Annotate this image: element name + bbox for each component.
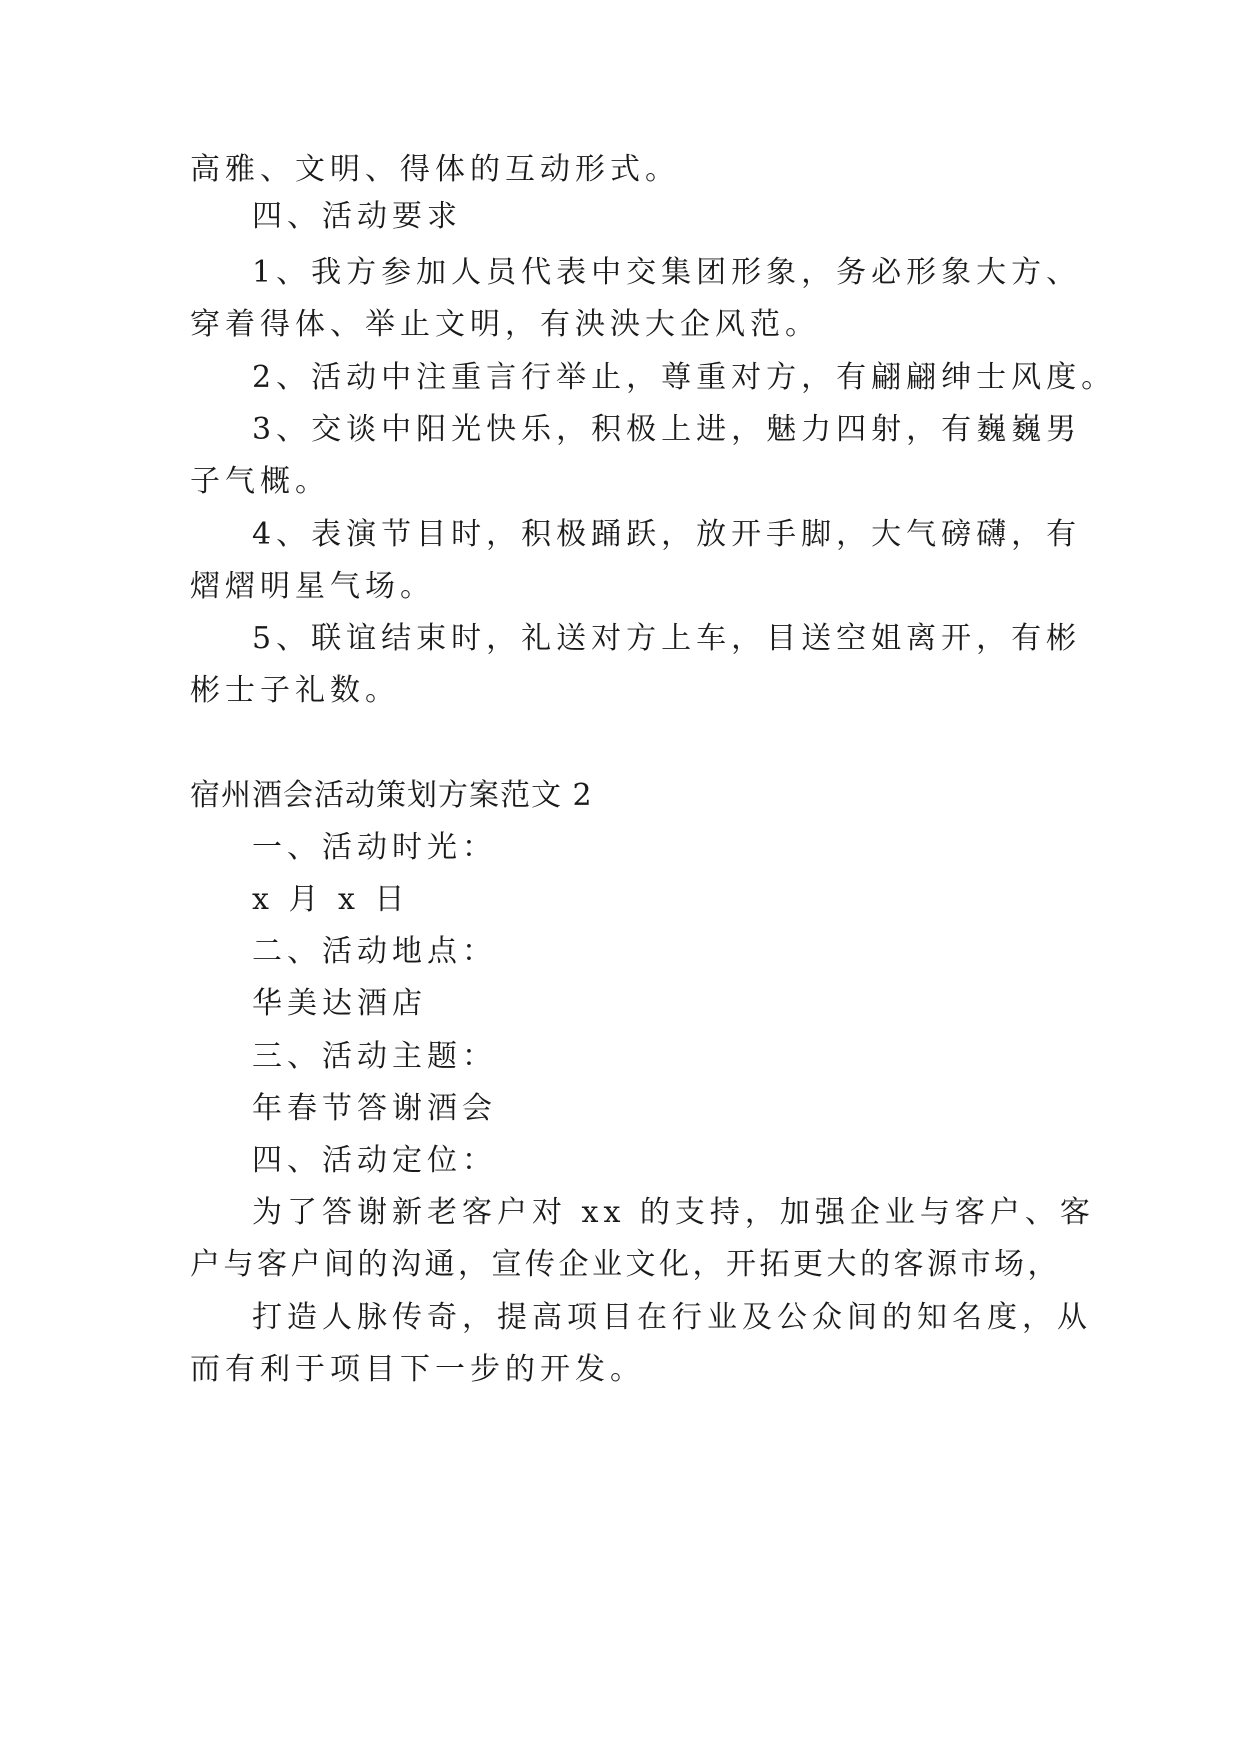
requirement-item-3-line-1: 3、交谈中阳光快乐，积极上进，魅力四射，有巍巍男 [252,412,1082,447]
paragraph-continuation: 高雅、文明、得体的互动形式。 [190,152,680,187]
requirement-item-5-line-1: 5、联谊结束时，礼送对方上车，目送空姐离开，有彬 [252,621,1082,656]
position-paragraph-line-2: 户与客户间的沟通，宣传企业文化，开拓更大的客源市场， [190,1247,1061,1282]
time-heading: 一、活动时光： [252,830,497,865]
position-heading: 四、活动定位： [252,1143,497,1178]
place-heading: 二、活动地点： [252,934,497,969]
theme-heading: 三、活动主题： [252,1039,497,1074]
requirement-item-2: 2、活动中注重言行举止，尊重对方，有翩翩绅士风度。 [252,360,1117,395]
theme-value: 年春节答谢酒会 [252,1091,497,1126]
position-paragraph-line-4: 而有利于项目下一步的开发。 [190,1352,645,1387]
time-value: x 月 x 日 [252,882,410,917]
section-heading-requirements: 四、活动要求 [252,199,462,234]
requirement-item-1-line-2: 穿着得体、举止文明，有泱泱大企风范。 [190,307,820,342]
document-title: 宿州酒会活动策划方案范文 2 [190,778,593,813]
requirement-item-5-line-2: 彬士子礼数。 [190,673,400,708]
position-paragraph-line-1: 为了答谢新老客户对 xx 的支持，加强企业与客户、客 [252,1195,1095,1230]
requirement-item-4-line-2: 熠熠明星气场。 [190,569,435,604]
position-paragraph-line-3: 打造人脉传奇，提高项目在行业及公众间的知名度，从 [252,1300,1092,1335]
place-value: 华美达酒店 [252,986,427,1021]
requirement-item-1-line-1: 1、我方参加人员代表中交集团形象，务必形象大方、 [252,255,1082,290]
requirement-item-3-line-2: 子气概。 [190,464,330,499]
requirement-item-4-line-1: 4、表演节目时，积极踊跃，放开手脚，大气磅礴，有 [252,517,1082,552]
